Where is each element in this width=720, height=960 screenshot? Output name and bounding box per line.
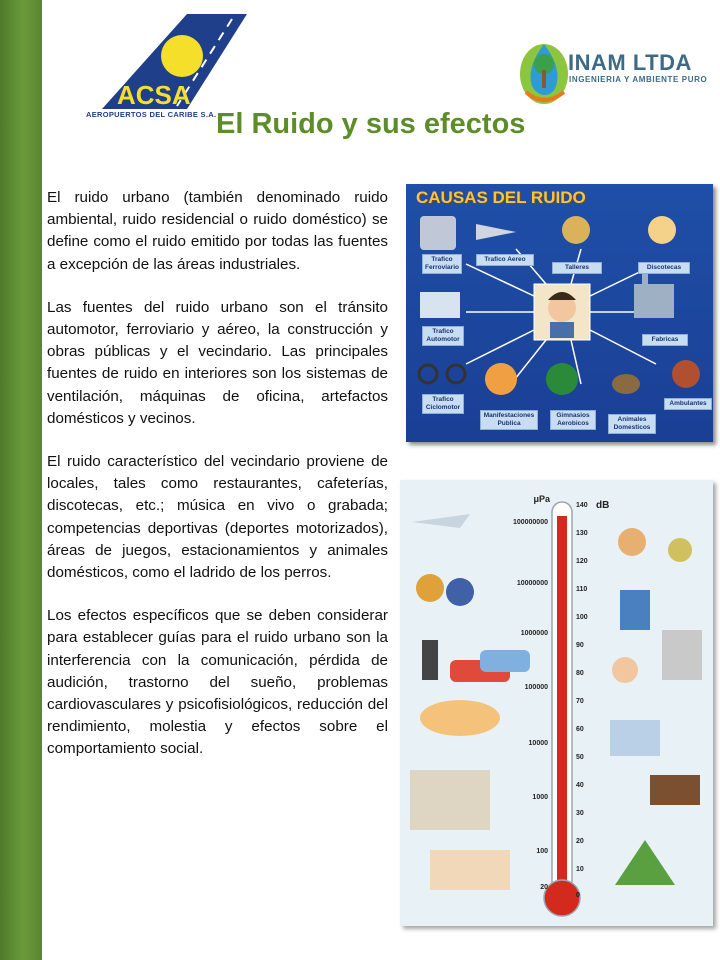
paragraph-definition: El ruido urbano (también denominado ruido ambiental, ruido residencial o ruido doméstico) se define como el ruido emitido por todas las fuentes a excepción de las áreas industriales.	[47, 189, 388, 273]
noise-scale-figure	[400, 480, 713, 926]
label-trafico-automotor: Trafico Automotor	[422, 326, 464, 346]
label-talleres: Talleres	[552, 262, 602, 274]
label-fabricas: Fabricas	[642, 334, 688, 346]
tick-right-14: 0	[576, 892, 580, 899]
inam-logo-name: INAM LTDA	[568, 50, 692, 75]
tick-right-4: 100	[576, 614, 588, 621]
page-title: El Ruido y sus efectos	[216, 108, 526, 140]
tick-right-0: 140	[576, 502, 588, 509]
unit-left: μPa	[533, 494, 550, 504]
label-gimnasios-aerobicos: Gimnasios Aerobicos	[550, 410, 596, 430]
inam-logo-tagline: INGENIERIA Y AMBIENTE PURO	[569, 75, 708, 84]
tick-left-3: 100000	[524, 684, 548, 691]
label-manifestaciones-publica: Manifestaciones Publica	[480, 410, 538, 430]
tick-left-5: 1000	[532, 794, 548, 801]
tick-left-2: 1000000	[520, 630, 548, 637]
tick-left-7: 20	[540, 884, 548, 891]
label-discotecas: Discotecas	[638, 262, 690, 274]
label-animales-domesticos: Animales Domesticos	[608, 414, 656, 434]
label-trafico-ciclomotor: Trafico Ciclomotor	[422, 394, 464, 414]
label-ambulantes: Ambulantes	[664, 398, 712, 410]
label-trafico-ferroviario: Trafico Ferroviario	[422, 254, 462, 274]
tick-right-8: 60	[576, 726, 584, 733]
unit-right: dB	[596, 500, 610, 511]
paragraph-neighborhood: El ruido característico del vecindario proviene de locales, tales como restaurantes, cafeterías, discotecas, etc.; música en vivo o grabada; competencias deportivas (deportes motorizados), áreas de juegos, estacionamientos y animales domésticos, como el ladrido de los perros.	[47, 453, 388, 582]
tick-right-10: 40	[576, 782, 584, 789]
tick-left-0: 100000000	[512, 519, 548, 526]
acsa-logo-text: ACSA	[117, 80, 191, 110]
noise-scale-illustration	[400, 480, 713, 926]
tick-right-2: 120	[576, 558, 588, 565]
tick-right-7: 70	[576, 698, 584, 705]
body-text	[47, 187, 388, 782]
tick-left-6: 100	[536, 848, 548, 855]
left-accent-bar	[0, 0, 42, 960]
tick-left-4: 10000	[528, 740, 548, 747]
causas-del-ruido-figure	[406, 184, 713, 442]
tick-right-13: 10	[576, 866, 584, 873]
tick-right-3: 110	[576, 586, 588, 593]
tick-right-11: 30	[576, 810, 584, 817]
causas-title: CAUSAS DEL RUIDO	[416, 188, 586, 207]
tick-left-1: 10000000	[516, 580, 548, 587]
label-trafico-aereo: Trafico Aereo	[476, 254, 534, 266]
tick-right-12: 20	[576, 838, 584, 845]
tick-right-1: 130	[576, 530, 588, 537]
paragraph-effects: Los efectos específicos que se deben considerar para establecer guías para el ruido urbano son la interferencia con la comunicación, pérdida de audición, trastorno del sueño, problemas cardiovasculares y psicofisiológicos, reducción del rendimiento, molestia y efectos sobre el comportamiento social.	[47, 607, 388, 758]
paragraph-sources: Las fuentes del ruido urbano son el tránsito automotor, ferroviario y aéreo, la construcción y obras públicas y el vecindario. Las principales fuentes de ruido en interiores son los sistemas de ventilación, máquinas de oficina, artefactos domésticos y vecinos.	[47, 298, 388, 427]
tick-right-9: 50	[576, 754, 584, 761]
acsa-logo-subtitle: AEROPUERTOS DEL CARIBE S.A.	[86, 110, 217, 119]
tick-right-5: 90	[576, 642, 584, 649]
tick-right-6: 80	[576, 670, 584, 677]
